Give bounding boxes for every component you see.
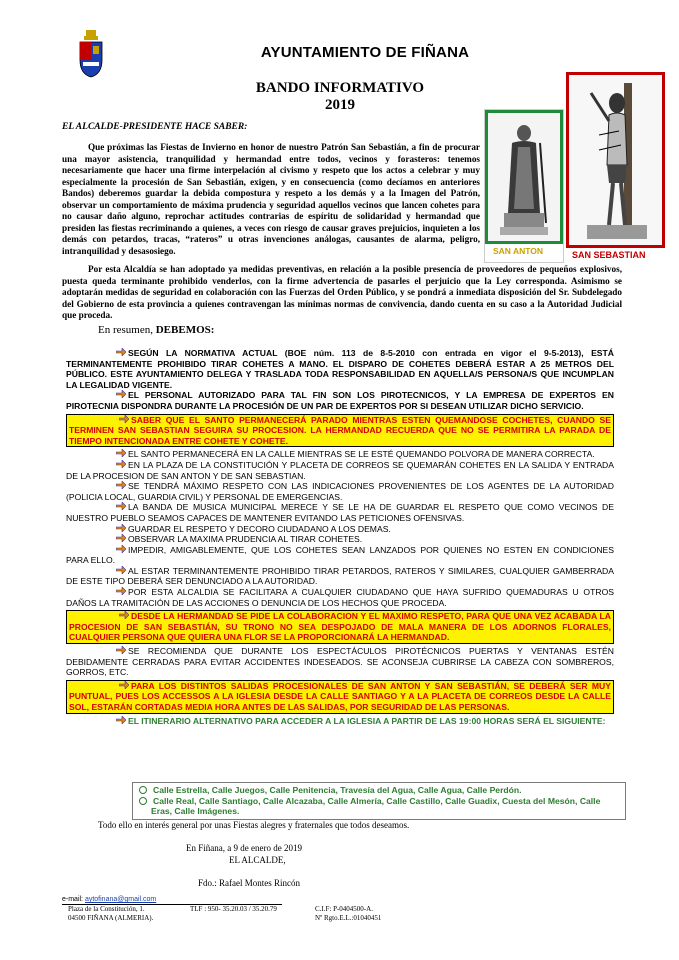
rule-item: [66, 449, 614, 460]
registry-line: Nº Rgto.E.L.:01040451: [315, 913, 382, 922]
rule-item: [66, 680, 614, 714]
rule-text: SABER QUE EL SANTO PERMANECERÁ PARADO MIENTRAS ESTEN QUEMANDOSE COCHETES, CUANDO SE TERMINEN SAN SEBASTIAN SEGUIRA SU PROCESION. LA HERMANDAD RECUERDA QUE NO SE PERMITIRA LA PARADA DE TIEMPO INTENCIONADA ENTRE COHETE Y COHETE.: [69, 414, 611, 446]
footer-email: [62, 896, 156, 903]
footer-phone: TLF : 950- 35.20.03 / 35.20.79: [190, 905, 277, 913]
itinerary-streets-2: Calle Real, Calle Santiago, Calle Alcazaba, Calle Almería, Calle Castillo, Calle Guadix, Cuesta del Mesón, Calle Eras, Calle Imágenes.: [151, 795, 601, 817]
san-anton-figure-icon: [488, 113, 560, 241]
arrow-bullet-icon: [116, 646, 126, 654]
rule-item: [66, 502, 614, 523]
address-line-1: Plaza de la Constitución, 1.: [68, 905, 145, 913]
bando-title: BANDO INFORMATIVO: [255, 80, 425, 96]
circle-bullet-icon: [139, 786, 147, 794]
itinerary-street-list: [139, 796, 621, 817]
signer-name: Fdo.: Rafael Montes Rincón: [198, 878, 300, 888]
rule-text: POR ESTA ALCALDIA SE FACILITARA A CUALQUIER CIUDADANO QUE HAYA SUFRIDO QUEMADURAS U OTROS DAÑOS LA TRAMITACIÓN DE LAS ACCIONES O DENUNCIA DE LOS HECHOS QUE PROCEDA.: [66, 587, 614, 608]
intro-paragraph: Que próximas las Fiestas de Invierno en honor de nuestro Patrón San Sebastián, a fin de procurar una mayor asistencia, tranquilidad y hermandad entre todos, vecinos y forasteros: tenemos necesariamente que hacer una firme interpelación al civismo y respeto que los actos a celebrar y muy especialmente la procesión de San Sebastián, exigen, y en consecuencia (como decíamos en anteriores Bandos) deberemos guardar la debida compostura y respeto a los demás y a la Imagen del Patrón, observar un comportamiento de máxima prudencia y seguridad aquellos vecinos que lancen cohetes para no causar daño alguno, reprochar actitudes contrarias de espíritu de solidaridad y hermandad que presiden las fiestas recriminando a quienes, a veces con riesgo de causar graves prejuicios, inquieten a los demás con petardos, tracas, “rateros” u otras invenciones análogas, causantes de alarma, peligro, intranquilidad y desasosiego.: [62, 142, 480, 256]
rule-item: [66, 414, 614, 448]
arrow-bullet-icon: [116, 587, 126, 595]
email-link[interactable]: aytofinana@gmail.com: [84, 896, 157, 903]
rule-text: EL PERSONAL AUTORIZADO PARA TAL FIN SON LOS PIROTECNICOS, Y LA EMPRESA DE EXPERTOS EN PIROTECNIA DISPONDRA DURANTE LA PROCESIÓN DE UN PAR DE EXPERTOS POR SI DESEAN UTILIZAR DICHO SERVICIO.: [66, 390, 614, 411]
bando-year: 2019: [325, 97, 355, 113]
rule-item: [66, 481, 614, 502]
rule-item: [66, 610, 614, 644]
arrow-bullet-icon: [119, 611, 129, 619]
page-title: AYUNTAMIENTO DE FIÑANA: [260, 44, 470, 61]
arrow-bullet-icon: [119, 681, 129, 689]
itinerary-box: [132, 782, 626, 820]
rule-item: [66, 348, 614, 390]
arrow-bullet-icon: [116, 449, 126, 457]
rule-text: EL SANTO PERMANECERÁ EN LA CALLE MIENTRAS SE LE ESTÉ QUEMANDO POLVORA DE MANERA CORRECTA.: [128, 449, 595, 460]
san-anton-caption: SAN ANTON: [493, 246, 544, 256]
email-label: e-mail:: [62, 896, 85, 903]
san-sebastian-caption: SAN SEBASTIAN: [572, 250, 646, 260]
rule-item: [66, 646, 614, 678]
circle-bullet-icon: [139, 797, 147, 805]
san-anton-frame: [485, 110, 563, 244]
bando-heading: [235, 80, 445, 114]
arrow-bullet-icon: [116, 390, 126, 398]
san-anton-image: [485, 110, 563, 262]
alcalde-heading: EL ALCALDE-PRESIDENTE HACE SABER:: [62, 122, 248, 132]
footer-address: [68, 905, 153, 922]
rule-text: SE TENDRÁ MÁXIMO RESPETO CON LAS INDICACIONES PROVENIENTES DE LOS AGENTES DE LA AUTORIDAD (POLICIA LOCAL, GUARDIA CIVIL) Y PERSONAL DE EMERGENCIAS.: [66, 481, 614, 502]
signer-title: EL ALCALDE,: [229, 855, 286, 865]
footer-ids: [315, 905, 381, 922]
resumen-prefix: En resumen,: [98, 324, 156, 336]
rule-text: PARA LOS DISTINTOS SALIDAS PROCESIONALES DE SAN ANTON Y SAN SEBASTIÁN, SE DEBERÁ SER MUY PUNTUAL, PUES LOS ACCESSOS A LA IGLESIA DESDE LA CALLE SANTIAGO Y A LA PLACETA DE CORREOS DESDE LA CALLE SOL, ESTARÁN CORTADAS MEDIA HORA ANTES DE LAS SALIDAS, POR SEGURIDAD DE LAS PERSONAS.: [69, 680, 611, 712]
rule-text: SE RECOMIENDA QUE DURANTE LOS ESPECTÁCULOS PIROTÉCNICOS PUERTAS Y VENTANAS ESTÉN DEBIDAMENTE CERRADAS PARA EVITAR ACCIDENTES INDESEADOS. SE ACONSEJA CUBRIRSE LA CABEZA CON SOMBREROS, GORROS, ETC.: [66, 646, 614, 678]
rule-item: [66, 524, 614, 535]
arrow-bullet-icon: [116, 566, 126, 574]
address-line-2: 04500 FIÑANA (ALMERIA).: [68, 913, 154, 922]
arrow-bullet-icon: [116, 348, 126, 356]
measures-paragraph: Por esta Alcaldía se han adoptado ya medidas preventivas, en relación a la posible presencia de proveedores de pequeños explosivos, puesta queda terminante prohibido venderlos, con la firme advertencia de pasarles el perjuicio que la Ley corresponda. Asimismo se adoptarán medidas de seguridad en colaboración con las Fuerzas del Orden Público, y se pondrá a inmediata disposición del Sr. Subdelegado del Gobierno de esta provincia a quienes contravengan las mínimas normas de convivencia, dando cuenta en su caso a la Autoridad Judicial que proceda.: [62, 264, 622, 320]
rule-text: LA BANDA DE MUSICA MUNICIPAL MERECE Y SE LE HA DE GUARDAR EL RESPETO QUE COMO VECINOS DE NUESTRO PUEBLO SEAMOS CAPACES DE MANTENER EVITANDO LAS PETICIONES OFENSIVAS.: [66, 502, 614, 523]
rule-text: SEGÚN LA NORMATIVA ACTUAL (BOE núm. 113 de 8-5-2010 con entrada en vigor el 9-5-2013), ESTÁ TERMINANTEMENTE PROHIBIDO TIRAR COHETES A MANO. EL DISPARO DE COHETES DEBERÁ ESTAR A 25 METROS DEL PÚBLICO. ESTE AYUNTAMIENTO DELEGA Y TRASLADA TODA RESPONSABILIDAD EN AQUELLA/S PERSONA/S QUE INCUMPLAN LA LEGALIDAD VIGENTE.: [66, 348, 614, 390]
arrow-bullet-icon: [116, 524, 126, 532]
rule-item: [66, 566, 614, 587]
rule-item: [66, 390, 614, 411]
arrow-bullet-icon: [119, 415, 129, 423]
rule-text: EL ITINERARIO ALTERNATIVO PARA ACCEDER A LA IGLESIA A PARTIR DE LAS 19:00 HORAS SERÁ EL SIGUIENTE:: [128, 715, 606, 726]
rule-text: EN LA PLAZA DE LA CONSTITUCIÓN Y PLACETA DE CORREOS SE QUEMARÁN COHETES EN LA SALIDA Y ENTRADA DE LA PROCESION DE SAN ANTON Y DE SAN SEBASTIAN.: [66, 459, 614, 481]
arrow-bullet-icon: [116, 534, 126, 542]
san-sebastian-frame: [566, 72, 665, 248]
san-sebastian-figure-icon: [569, 75, 662, 245]
cif-line: C.I.F: P-0404500-A.: [315, 905, 373, 913]
arrow-bullet-icon: [116, 716, 126, 724]
rule-text: GUARDAR EL RESPETO Y DECORO CIUDADANO A LOS DEMAS.: [128, 523, 391, 534]
rule-text: OBSERVAR LA MAXIMA PRUDENCIA AL TIRAR COHETES.: [128, 534, 363, 545]
arrow-bullet-icon: [116, 460, 126, 468]
itinerary-street-list: [139, 785, 621, 796]
resumen-debemos: DEBEMOS:: [155, 324, 215, 336]
rules-list: [66, 348, 614, 726]
rule-item: [66, 534, 614, 545]
arrow-bullet-icon: [116, 502, 126, 510]
closing-sentence: Todo ello en interés general por unas Fiestas alegres y fraternales que todos deseamos.: [98, 820, 410, 830]
arrow-bullet-icon: [116, 481, 126, 489]
rule-item: [66, 545, 614, 566]
arrow-bullet-icon: [116, 545, 126, 553]
date-line: En Fiñana, a 9 de enero de 2019: [186, 843, 302, 853]
rule-item: [66, 460, 614, 481]
rule-item: [66, 716, 614, 727]
rule-text: IMPEDIR, AMIGABLEMENTE, QUE LOS COHETES SEAN LANZADOS POR QUIENES NO ESTEN EN CONDICIONES PARA ELLO.: [66, 544, 614, 566]
rule-text: DESDE LA HERMANDAD SE PIDE LA COLABORACION Y EL MAXIMO RESPETO, PARA QUE UNA VEZ ACABADA LA PROCESION DE SAN SEBASTIÁN, SU TRONO NO SEA DESPOJADO DE MALA MANERA DE LOS ADORNOS FLORALES, CUALQUIER PERSONA QUE QUIERA UNA FLOR SE LA PROPORCIONARÁ LA HERMANDAD.: [69, 611, 611, 643]
municipal-crest-icon: [78, 30, 104, 78]
rule-text: AL ESTAR TERMINANTEMENTE PROHIBIDO TIRAR PETARDOS, RATEROS Y SIMILARES, CUALQUIER GAMBERRADA DE ESTE TIPO DEBERÁ SER DENUNCIADO A LA AUTORIDAD.: [66, 565, 614, 587]
resumen-line: [98, 324, 214, 336]
rule-item: [66, 587, 614, 608]
itinerary-streets-1: Calle Estrella, Calle Juegos, Calle Penitencia, Travesía del Agua, Calle Agua, Calle Perdón.: [153, 785, 522, 795]
san-sebastian-image: [566, 72, 665, 268]
